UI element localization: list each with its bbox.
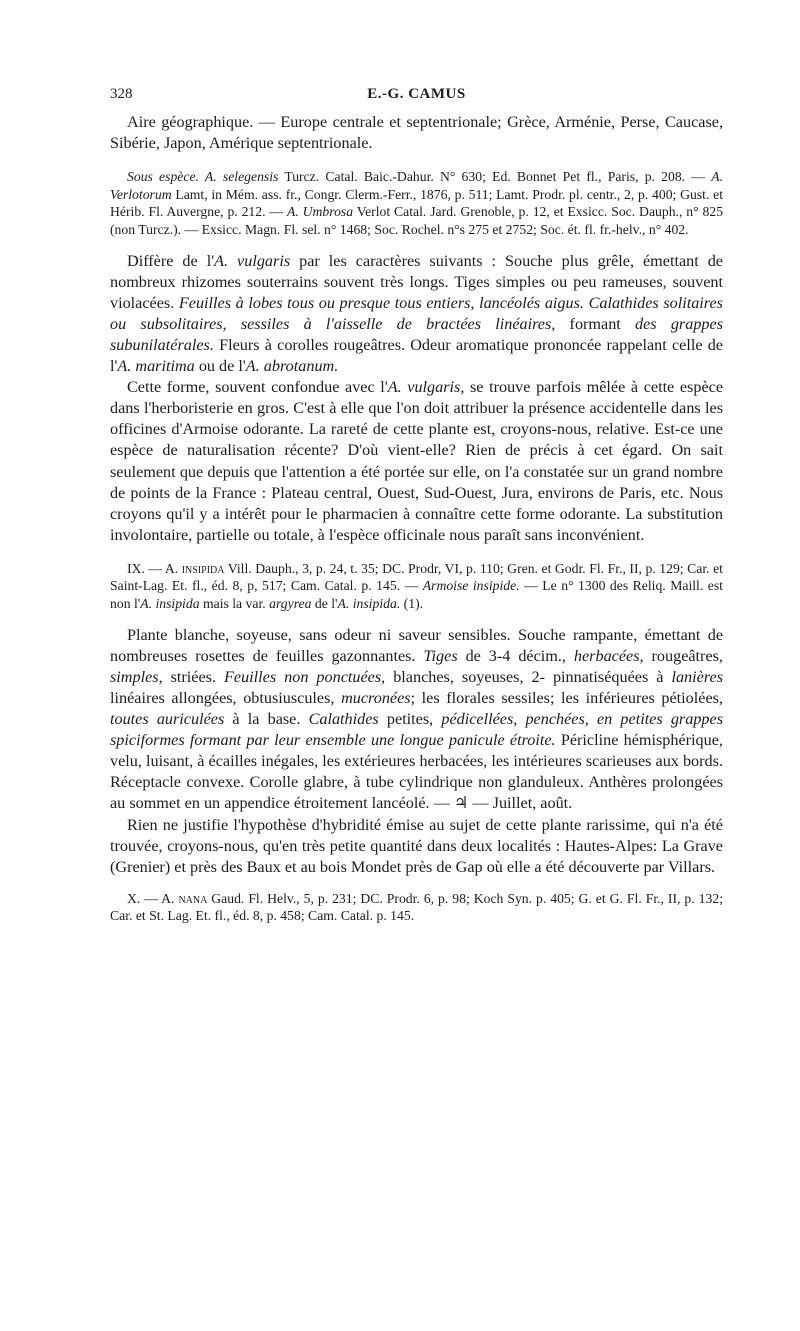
text-segment: A. insipida	[140, 596, 200, 612]
paragraph-gap	[110, 546, 723, 560]
text-segment: pédicellées, penchées, en petites grappes spiciformes formant par leur ensemble une longue panicule étroite.	[110, 710, 723, 750]
text-segment: Aire géographique. — Europe centrale et septentrionale; Grèce, Arménie, Perse, Caucase, Sibérie, Japon, Amérique septentrionale.	[110, 113, 723, 153]
text-segment: Feuilles à lobes tous ou presque tous entiers, lancéolés aigus. Calathides solitaires ou subsolitaires, sessiles à l'aisselle de bractées linéaires,	[110, 293, 723, 333]
text-segment: A. vulgaris	[214, 251, 291, 270]
text-segment: Péricline hémisphérique, velu, luisant, à écailles inégales, les extérieures herbacées, les intérieures scarieuses aux bords. Réceptacle convexe. Corolle glabre, à tube cylindrique non glanduleux. Anthères prolongées au sommet en un appendice étroitement lancéolé. — ♃ — Juillet, août.	[110, 731, 723, 813]
text-segment: mucronées	[341, 688, 411, 707]
paragraph-ix	[110, 560, 723, 613]
text-segment: Tiges	[423, 646, 458, 665]
text-segment: (1).	[400, 596, 424, 612]
text-segment: toutes auriculées	[110, 710, 225, 729]
running-title: E.-G. CAMUS	[367, 86, 466, 102]
text-segment: A. Verlotorum	[110, 169, 723, 202]
text-segment: linéaires allongées, obtusiuscules,	[110, 688, 342, 707]
text-segment: argyrea	[269, 596, 312, 612]
text-segment: Feuilles non ponctuées,	[224, 667, 386, 686]
paragraph-gap	[110, 878, 723, 890]
page-header	[110, 86, 723, 112]
paragraph-x	[110, 890, 723, 925]
text-segment: se trouve parfois mêlée à cette espèce dans l'herboristerie en gros. C'est à elle que l'on doit attribuer la présence accidentelle dans les officines d'Armoise odorante. La rareté de cette plante est, croyons-nous, relative. Est-ce une espèce de naturalisation récente? D'où vient-elle? Rien de précis à cet égard. On sait seulement que depuis que l'attention a été portée sur elle, on l'a constatée sur un grand nombre de points de la France : Plateau central, Ouest, Sud-Ouest, Jura, environs de Paris, etc. Nous croyons qu'il y a intérêt pour le pharmacien à connaître cette forme odorante. La substitution involontaire, partielle ou totale, à l'espèce officinale nous paraît sans inconvénient.	[110, 378, 723, 544]
text-segment: à la base.	[224, 710, 309, 729]
paragraph-rien	[110, 815, 723, 878]
text-segment: Sous espèce. A. selegensis	[127, 169, 279, 185]
text-segment: A. abrotanum.	[245, 357, 339, 376]
text-segment: petites,	[378, 710, 442, 729]
text-segment: mais la var.	[199, 596, 270, 612]
text-segment: Gaud. Fl. Helv., 5, p. 231; DC. Prodr. 6, p. 98; Koch Syn. p. 405; G. et G. Fl. Fr., II, p. 132; Car. et St. Lag. Et. fl., éd. 8, p. 458; Cam. Catal. p. 145.	[110, 890, 723, 924]
page-number: 328	[110, 86, 133, 102]
text-segment: Armoise insipide.	[422, 578, 520, 594]
text-segment: simples,	[110, 667, 163, 686]
paragraph-differe	[110, 251, 723, 378]
text-segment: Calathides	[308, 710, 379, 729]
text-segment: striées.	[162, 667, 225, 686]
text-segment: nana	[178, 890, 208, 906]
paragraph-gap	[110, 239, 723, 251]
text-segment: Vill. Dauph., 3, p. 24, t. 35; DC. Prodr, VI, p. 110; Gren. et Godr. Fl. Fr., II, p. 129; Car. et Saint-Lag. Et. fl., éd. 8, p, 517; Cam. Catal. p. 145. —	[110, 560, 723, 594]
text-segment: blanches, soyeuses, 2- pinnatiséquées à	[385, 667, 672, 686]
text-segment: Plante blanche, soyeuse, sans odeur ni saveur sensibles. Souche rampante, émettant de nombreuses rosettes de feuilles gazonnantes.	[110, 625, 723, 665]
text-segment: Verlot Catal. Jard. Grenoble, p. 12, et Exsicc. Soc. Dauph., n° 825 (non Turcz.). — Exsicc. Magn. Fl. sel. n° 1468; Soc. Rochel. n°s 275 et 2752; Soc. ét. fl. fr.-helv., n° 402.	[110, 204, 723, 237]
text-segment: lanières	[671, 667, 724, 686]
text-segment: ; les florales sessiles; les inférieures pétiolées,	[410, 688, 723, 707]
text-segment: A. vulgaris,	[387, 378, 465, 397]
text-segment: Rien ne justifie l'hypothèse d'hybridité émise au sujet de cette plante rarissime, qui n'a été trouvée, croyons-nous, qu'en très petite quantité dans deux localités : Hautes-Alpes: La Grave (Grenier) et près des Baux et au bois Mondet près de Gap où elle a été découverte par Villars.	[110, 815, 723, 876]
text-segment: ou de l'	[194, 357, 246, 376]
paragraph-cette-forme	[110, 377, 723, 546]
text-segment: A. Umbrosa	[286, 204, 354, 220]
text-segment: Cette forme, souvent confondue avec l'	[127, 378, 388, 397]
text-segment: Diffère de l'	[127, 251, 215, 270]
text-segment: de l'	[311, 596, 338, 612]
text-segment: A. insipida.	[337, 596, 401, 612]
text-segment: herbacées,	[573, 646, 644, 665]
text-segment: Lamt, in Mém. ass. fr., Congr. Clerm.-Ferr., 1876, p. 511; Lamt. Prodr. pl. centr., 2, p. 400; Gust. et Hérib. Fl. Auvergne, p. 212. —	[110, 186, 723, 220]
paragraph-aire	[110, 112, 723, 154]
text-segment: X. — A.	[127, 890, 179, 906]
text-segment: Fleurs à corolles rougeâtres. Odeur aromatique prononcée rappelant celle de l'	[110, 335, 723, 376]
paragraph-plante-blanche	[110, 625, 723, 815]
document-page	[110, 86, 723, 925]
paragraph-sous-espece	[110, 168, 723, 238]
paragraph-gap	[110, 154, 723, 168]
paragraph-gap	[110, 613, 723, 625]
text-segment: formant	[555, 314, 636, 333]
text-segment: rougeâtres,	[643, 646, 723, 665]
text-segment: par les caractères suivants : Souche plus grêle, émettant de nombreux rhizomes souterrains souvent très longs. Tiges simples ou peu rameuses, souvent violacées.	[110, 251, 723, 312]
text-segment: — Le n° 1300 des Reliq. Maill. est non l'	[110, 578, 723, 612]
text-segment: de 3-4 décim.,	[457, 646, 574, 665]
text-segment: insipida	[181, 560, 225, 576]
text-segment: IX. — A.	[127, 560, 182, 576]
text-segment: des grappes subunilatérales.	[110, 314, 723, 354]
body-text	[110, 112, 723, 925]
text-segment: Turcz. Catal. Baic.-Dahur. N° 630; Ed. Bonnet Pet fl., Paris, p. 208. —	[278, 169, 712, 185]
text-segment: A. maritima	[117, 357, 195, 376]
